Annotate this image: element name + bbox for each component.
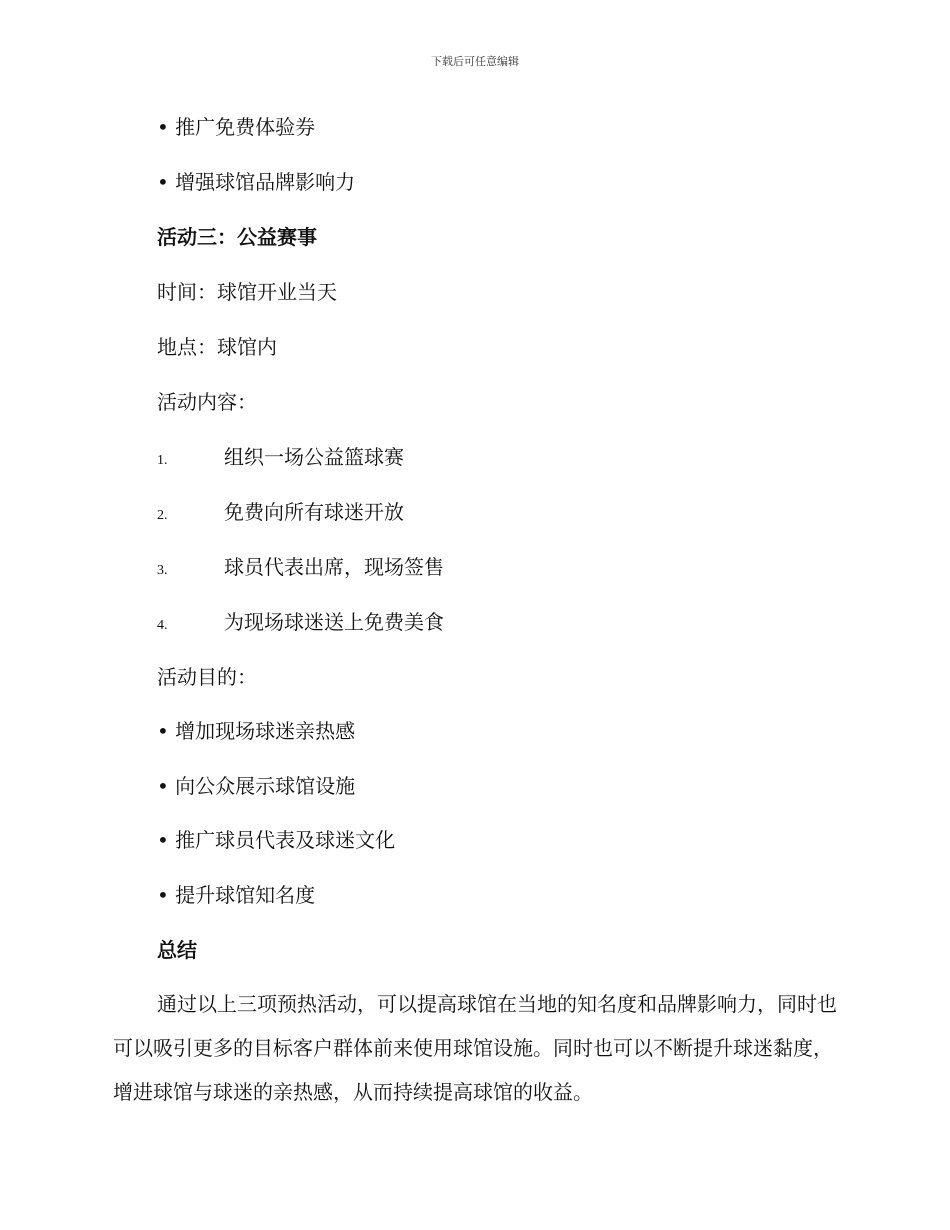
bullet-item: • 提升球馆知名度 xyxy=(157,883,316,907)
item-text: 为现场球迷送上免费美食 xyxy=(224,610,444,634)
item-text: 免费向所有球迷开放 xyxy=(224,500,404,524)
numbered-item xyxy=(157,443,404,475)
bullet-item: • 增强球馆品牌影响力 xyxy=(157,170,356,194)
bullet-item: • 增加现场球迷亲热感 xyxy=(157,719,356,743)
summary-heading: 总结 xyxy=(157,938,197,962)
bullet-item: • 推广免费体验券 xyxy=(157,115,316,139)
item-number: 3. xyxy=(157,563,168,578)
item-number: 2. xyxy=(157,508,168,523)
time-line: 时间：球馆开业当天 xyxy=(157,280,337,304)
numbered-item xyxy=(157,553,444,585)
item-number: 4. xyxy=(157,618,168,633)
purpose-label: 活动目的： xyxy=(157,665,257,689)
numbered-item xyxy=(157,498,404,530)
item-text: 组织一场公益篮球赛 xyxy=(224,445,404,469)
page-header: 下载后可任意编辑 xyxy=(431,55,519,68)
item-number: 1. xyxy=(157,453,168,468)
bullet-item: • 推广球员代表及球迷文化 xyxy=(157,828,396,852)
section-heading: 活动三：公益赛事 xyxy=(157,225,317,249)
content-label: 活动内容： xyxy=(157,390,257,414)
numbered-item xyxy=(157,608,444,640)
item-text: 球员代表出席，现场签售 xyxy=(224,555,444,579)
place-line: 地点：球馆内 xyxy=(157,335,277,359)
bullet-item: • 向公众展示球馆设施 xyxy=(157,774,356,798)
summary-paragraph: 通过以上三项预热活动，可以提高球馆在当地的知名度和品牌影响力，同时也可以吸引更多的目标客户群体前来使用球馆设施。同时也可以不断提升球迷黏度，增进球馆与球迷的亲热感，从而持续提高球馆的收益。 xyxy=(113,992,837,1104)
